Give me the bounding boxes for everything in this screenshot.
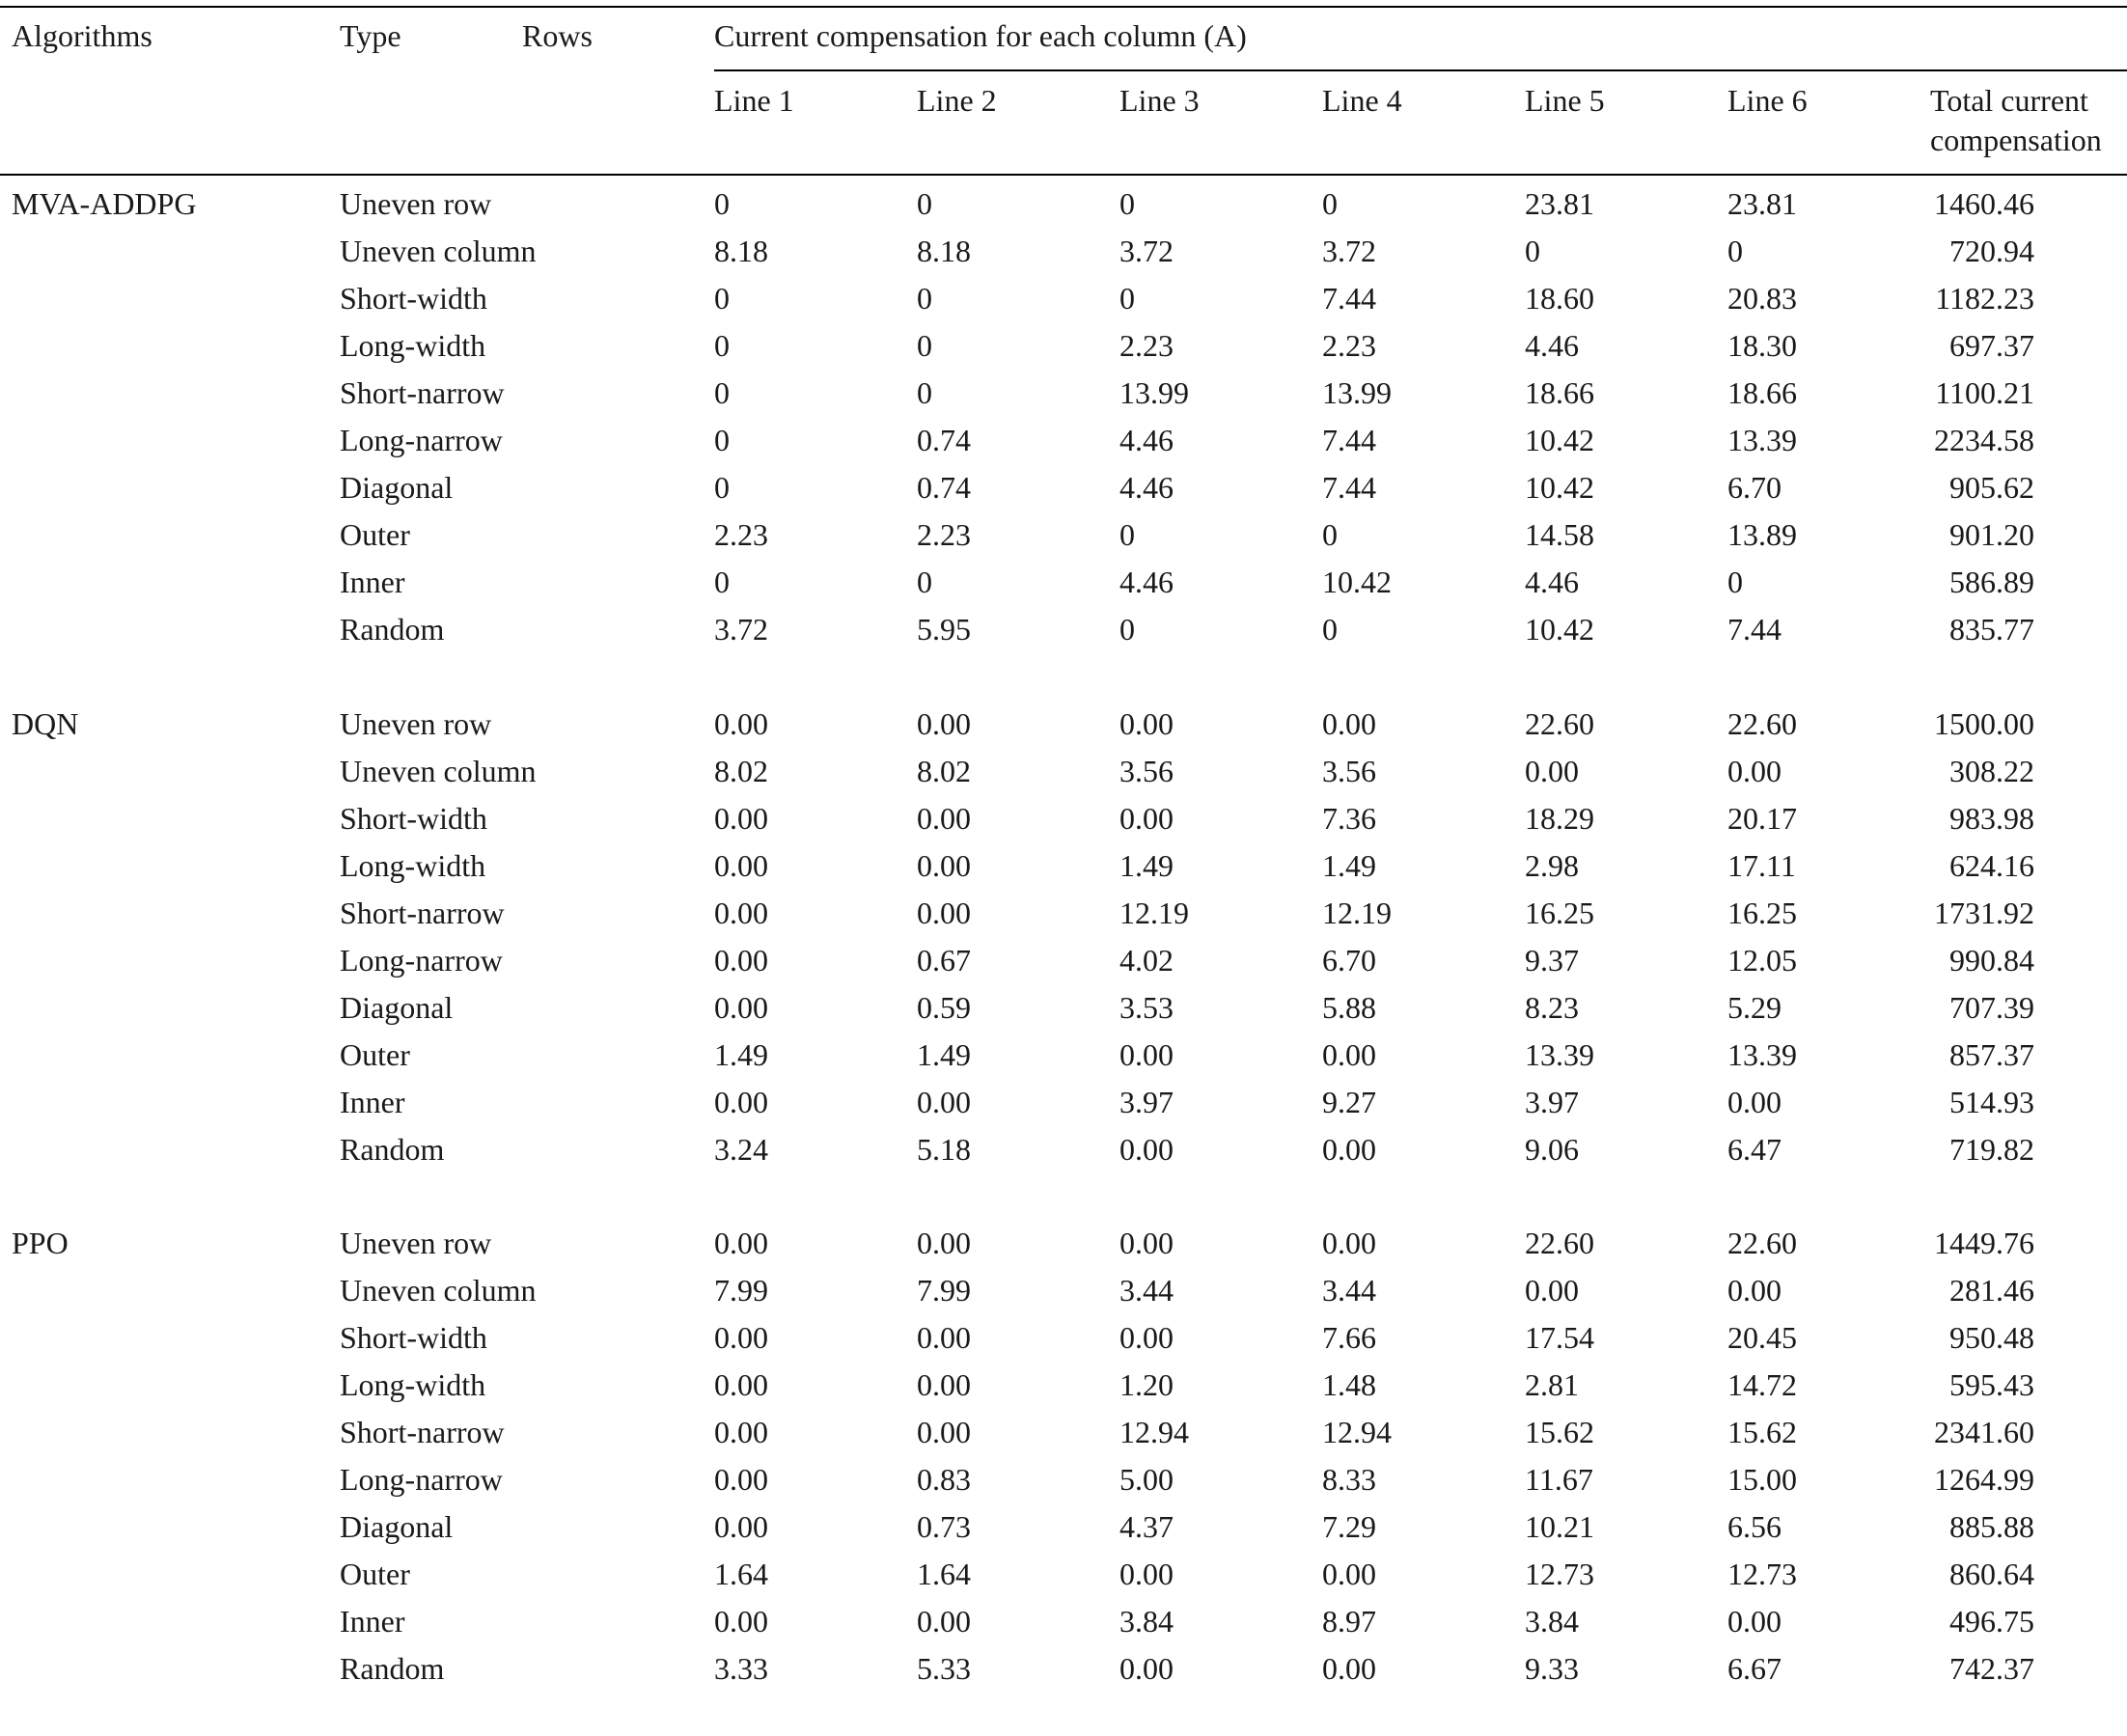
header-type: Type [340, 18, 401, 53]
line-3-value: 0.00 [1119, 1651, 1174, 1686]
row-type: Short-narrow [340, 1415, 505, 1449]
line-5-value: 10.42 [1525, 423, 1594, 457]
line-2-value: 7.99 [917, 1273, 971, 1308]
line-1-value: 0.00 [714, 896, 768, 930]
header-total-line2: compensation [1930, 123, 2102, 157]
line-5-value: 18.66 [1525, 375, 1594, 410]
line-3-value: 4.46 [1119, 470, 1174, 505]
line-5-value: 22.60 [1525, 706, 1594, 741]
line-6-value: 0.00 [1727, 1273, 1782, 1308]
line-3-value: 0 [1119, 186, 1135, 221]
line-4-value: 0.00 [1322, 1226, 1376, 1260]
line-4-value: 1.48 [1322, 1367, 1376, 1402]
line-2-value: 0 [917, 328, 932, 363]
line-1-value: 0.00 [714, 1085, 768, 1119]
line-5-value: 0.00 [1525, 754, 1579, 788]
header-line-3: Line 3 [1119, 83, 1200, 118]
line-4-value: 0.00 [1322, 1651, 1376, 1686]
line-6-value: 7.44 [1727, 612, 1782, 647]
line-3-value: 3.53 [1119, 990, 1174, 1025]
line-4-value: 5.88 [1322, 990, 1376, 1025]
total-compensation-value: 697.37 [1949, 328, 2034, 363]
total-compensation-value: 1100.21 [1935, 375, 2034, 410]
top-rule [0, 6, 2127, 8]
line-2-value: 8.02 [917, 754, 971, 788]
line-3-value: 0.00 [1119, 1226, 1174, 1260]
line-5-value: 18.60 [1525, 281, 1594, 316]
row-type: Short-width [340, 801, 487, 836]
row-type: Diagonal [340, 470, 454, 505]
line-5-value: 23.81 [1525, 186, 1594, 221]
line-1-value: 0.00 [714, 1462, 768, 1497]
line-3-value: 5.00 [1119, 1462, 1174, 1497]
line-2-value: 0.00 [917, 848, 971, 883]
line-2-value: 5.95 [917, 612, 971, 647]
line-4-value: 10.42 [1322, 565, 1392, 599]
line-2-value: 0.59 [917, 990, 971, 1025]
row-type: Long-width [340, 1367, 486, 1402]
row-type: Random [340, 1651, 445, 1686]
line-6-value: 6.47 [1727, 1132, 1782, 1167]
line-2-value: 0.73 [917, 1509, 971, 1544]
line-5-value: 2.98 [1525, 848, 1579, 883]
line-4-value: 0 [1322, 186, 1338, 221]
line-3-value: 4.46 [1119, 565, 1174, 599]
row-type: Inner [340, 1604, 405, 1639]
total-compensation-value: 990.84 [1949, 943, 2034, 978]
line-4-value: 3.72 [1322, 234, 1376, 268]
line-5-value: 17.54 [1525, 1320, 1594, 1355]
line-2-value: 0 [917, 281, 932, 316]
total-compensation-value: 1449.76 [1934, 1226, 2034, 1260]
line-1-value: 0 [714, 423, 730, 457]
total-compensation-value: 1264.99 [1934, 1462, 2034, 1497]
line-2-value: 1.49 [917, 1037, 971, 1072]
row-type: Long-width [340, 848, 486, 883]
header-line-6: Line 6 [1727, 83, 1808, 118]
total-compensation-value: 281.46 [1949, 1273, 2034, 1308]
line-5-value: 0.00 [1525, 1273, 1579, 1308]
line-4-value: 12.19 [1322, 896, 1392, 930]
line-6-value: 15.00 [1727, 1462, 1797, 1497]
header-bottom-rule [0, 174, 2127, 176]
line-3-value: 0 [1119, 517, 1135, 552]
total-compensation-value: 901.20 [1949, 517, 2034, 552]
total-compensation-value: 624.16 [1949, 848, 2034, 883]
line-4-value: 6.70 [1322, 943, 1376, 978]
line-6-value: 6.67 [1727, 1651, 1782, 1686]
total-compensation-value: 860.64 [1949, 1557, 2034, 1591]
line-6-value: 0.00 [1727, 1085, 1782, 1119]
line-5-value: 22.60 [1525, 1226, 1594, 1260]
line-4-value: 0.00 [1322, 706, 1376, 741]
line-4-value: 7.29 [1322, 1509, 1376, 1544]
line-1-value: 0.00 [714, 848, 768, 883]
line-3-value: 4.02 [1119, 943, 1174, 978]
line-5-value: 2.81 [1525, 1367, 1579, 1402]
line-1-value: 0.00 [714, 801, 768, 836]
algorithm-name: MVA-ADDPG [12, 186, 197, 221]
line-1-value: 0.00 [714, 1226, 768, 1260]
line-2-value: 5.18 [917, 1132, 971, 1167]
row-type: Uneven column [340, 1273, 537, 1308]
line-6-value: 12.05 [1727, 943, 1797, 978]
line-3-value: 3.72 [1119, 234, 1174, 268]
line-1-value: 1.49 [714, 1037, 768, 1072]
line-5-value: 16.25 [1525, 896, 1594, 930]
row-type: Inner [340, 565, 405, 599]
row-type: Diagonal [340, 1509, 454, 1544]
total-compensation-value: 2341.60 [1934, 1415, 2034, 1449]
line-4-value: 13.99 [1322, 375, 1392, 410]
row-type: Outer [340, 517, 410, 552]
line-6-value: 14.72 [1727, 1367, 1797, 1402]
row-type: Uneven row [340, 1226, 492, 1260]
header-total-line1: Total current [1930, 83, 2088, 118]
row-type: Short-narrow [340, 896, 505, 930]
row-type: Uneven column [340, 234, 537, 268]
line-5-value: 0 [1525, 234, 1540, 268]
header-line-1: Line 1 [714, 83, 794, 118]
line-1-value: 0.00 [714, 706, 768, 741]
line-6-value: 16.25 [1727, 896, 1797, 930]
line-4-value: 0 [1322, 517, 1338, 552]
line-2-value: 0 [917, 565, 932, 599]
line-3-value: 0.00 [1119, 1037, 1174, 1072]
total-compensation-value: 707.39 [1949, 990, 2034, 1025]
line-6-value: 22.60 [1727, 706, 1797, 741]
total-compensation-value: 1500.00 [1934, 706, 2034, 741]
line-6-value: 6.70 [1727, 470, 1782, 505]
line-1-value: 0.00 [714, 1320, 768, 1355]
total-compensation-value: 308.22 [1949, 754, 2034, 788]
row-type: Uneven row [340, 706, 492, 741]
line-4-value: 8.33 [1322, 1462, 1376, 1497]
line-4-value: 2.23 [1322, 328, 1376, 363]
line-4-value: 0.00 [1322, 1037, 1376, 1072]
line-5-value: 9.06 [1525, 1132, 1579, 1167]
line-5-value: 10.21 [1525, 1509, 1594, 1544]
line-6-value: 15.62 [1727, 1415, 1797, 1449]
line-6-value: 13.39 [1727, 1037, 1797, 1072]
line-4-value: 0.00 [1322, 1132, 1376, 1167]
line-1-value: 0 [714, 328, 730, 363]
header-algorithms: Algorithms [12, 18, 152, 53]
total-compensation-value: 1460.46 [1934, 186, 2034, 221]
line-5-value: 11.67 [1525, 1462, 1593, 1497]
line-4-value: 7.44 [1322, 470, 1376, 505]
line-5-value: 10.42 [1525, 612, 1594, 647]
line-3-value: 0.00 [1119, 801, 1174, 836]
total-compensation-value: 835.77 [1949, 612, 2034, 647]
line-2-value: 0.00 [917, 1320, 971, 1355]
line-6-value: 12.73 [1727, 1557, 1797, 1591]
row-type: Uneven column [340, 754, 537, 788]
line-1-value: 8.02 [714, 754, 768, 788]
total-compensation-value: 719.82 [1949, 1132, 2034, 1167]
line-1-value: 0.00 [714, 1415, 768, 1449]
line-1-value: 3.72 [714, 612, 768, 647]
line-4-value: 9.27 [1322, 1085, 1376, 1119]
line-4-value: 3.56 [1322, 754, 1376, 788]
line-4-value: 0.00 [1322, 1557, 1376, 1591]
line-5-value: 12.73 [1525, 1557, 1594, 1591]
line-2-value: 0.83 [917, 1462, 971, 1497]
line-5-value: 4.46 [1525, 565, 1579, 599]
line-2-value: 0.00 [917, 1226, 971, 1260]
line-6-value: 0.00 [1727, 1604, 1782, 1639]
line-2-value: 0.00 [917, 1085, 971, 1119]
line-6-value: 13.39 [1727, 423, 1797, 457]
line-1-value: 0 [714, 186, 730, 221]
line-2-value: 0.00 [917, 896, 971, 930]
line-6-value: 18.66 [1727, 375, 1797, 410]
line-3-value: 12.94 [1119, 1415, 1189, 1449]
line-5-value: 14.58 [1525, 517, 1594, 552]
line-2-value: 0.74 [917, 470, 971, 505]
line-3-value: 1.49 [1119, 848, 1174, 883]
line-6-value: 20.83 [1727, 281, 1797, 316]
line-3-value: 13.99 [1119, 375, 1189, 410]
header-rows: Rows [522, 18, 593, 53]
line-6-value: 0.00 [1727, 754, 1782, 788]
line-1-value: 0.00 [714, 1367, 768, 1402]
header-current-compensation: Current compensation for each column (A) [714, 18, 1247, 53]
line-2-value: 0 [917, 375, 932, 410]
line-2-value: 0.67 [917, 943, 971, 978]
line-1-value: 0 [714, 375, 730, 410]
line-3-value: 0 [1119, 281, 1135, 316]
line-2-value: 0.00 [917, 801, 971, 836]
line-2-value: 0.00 [917, 1367, 971, 1402]
total-compensation-value: 885.88 [1949, 1509, 2034, 1544]
line-1-value: 8.18 [714, 234, 768, 268]
line-5-value: 8.23 [1525, 990, 1579, 1025]
row-type: Long-narrow [340, 943, 503, 978]
total-compensation-value: 1731.92 [1934, 896, 2034, 930]
line-6-value: 6.56 [1727, 1509, 1782, 1544]
line-3-value: 0.00 [1119, 1557, 1174, 1591]
line-5-value: 3.84 [1525, 1604, 1579, 1639]
header-line-5: Line 5 [1525, 83, 1605, 118]
line-6-value: 18.30 [1727, 328, 1797, 363]
line-3-value: 2.23 [1119, 328, 1174, 363]
line-1-value: 0 [714, 281, 730, 316]
line-3-value: 1.20 [1119, 1367, 1174, 1402]
line-4-value: 8.97 [1322, 1604, 1376, 1639]
total-compensation-value: 595.43 [1949, 1367, 2034, 1402]
total-compensation-value: 720.94 [1949, 234, 2034, 268]
header-line-4: Line 4 [1322, 83, 1402, 118]
row-type: Short-width [340, 281, 487, 316]
line-3-value: 0.00 [1119, 706, 1174, 741]
line-2-value: 8.18 [917, 234, 971, 268]
line-6-value: 0 [1727, 234, 1743, 268]
line-1-value: 1.64 [714, 1557, 768, 1591]
line-2-value: 0.00 [917, 706, 971, 741]
total-compensation-value: 1182.23 [1935, 281, 2034, 316]
line-6-value: 22.60 [1727, 1226, 1797, 1260]
line-2-value: 5.33 [917, 1651, 971, 1686]
line-4-value: 12.94 [1322, 1415, 1392, 1449]
line-4-value: 7.44 [1322, 423, 1376, 457]
line-3-value: 0 [1119, 612, 1135, 647]
row-type: Long-width [340, 328, 486, 363]
row-type: Long-narrow [340, 1462, 503, 1497]
line-3-value: 4.37 [1119, 1509, 1174, 1544]
line-1-value: 7.99 [714, 1273, 768, 1308]
line-4-value: 7.66 [1322, 1320, 1376, 1355]
line-1-value: 0.00 [714, 1509, 768, 1544]
row-type: Outer [340, 1557, 410, 1591]
line-3-value: 12.19 [1119, 896, 1189, 930]
row-type: Short-narrow [340, 375, 505, 410]
line-4-value: 7.36 [1322, 801, 1376, 836]
line-1-value: 2.23 [714, 517, 768, 552]
line-4-value: 3.44 [1322, 1273, 1376, 1308]
line-5-value: 9.37 [1525, 943, 1579, 978]
line-3-value: 3.44 [1119, 1273, 1174, 1308]
line-2-value: 0.00 [917, 1415, 971, 1449]
line-1-value: 0.00 [714, 1604, 768, 1639]
total-compensation-value: 905.62 [1949, 470, 2034, 505]
row-type: Outer [340, 1037, 410, 1072]
total-compensation-value: 514.93 [1949, 1085, 2034, 1119]
line-2-value: 0 [917, 186, 932, 221]
line-3-value: 4.46 [1119, 423, 1174, 457]
line-6-value: 23.81 [1727, 186, 1797, 221]
line-4-value: 0 [1322, 612, 1338, 647]
line-6-value: 13.89 [1727, 517, 1797, 552]
line-3-value: 3.97 [1119, 1085, 1174, 1119]
line-4-value: 1.49 [1322, 848, 1376, 883]
line-6-value: 20.45 [1727, 1320, 1797, 1355]
line-1-value: 0.00 [714, 990, 768, 1025]
total-compensation-value: 983.98 [1949, 801, 2034, 836]
header-line-2: Line 2 [917, 83, 997, 118]
line-1-value: 0 [714, 470, 730, 505]
total-compensation-value: 496.75 [1949, 1604, 2034, 1639]
line-3-value: 0.00 [1119, 1320, 1174, 1355]
line-4-value: 7.44 [1322, 281, 1376, 316]
line-2-value: 2.23 [917, 517, 971, 552]
line-6-value: 20.17 [1727, 801, 1797, 836]
line-1-value: 0 [714, 565, 730, 599]
line-5-value: 3.97 [1525, 1085, 1579, 1119]
row-type: Random [340, 1132, 445, 1167]
line-1-value: 3.24 [714, 1132, 768, 1167]
line-3-value: 0.00 [1119, 1132, 1174, 1167]
line-3-value: 3.56 [1119, 754, 1174, 788]
line-5-value: 9.33 [1525, 1651, 1579, 1686]
line-6-value: 17.11 [1727, 848, 1796, 883]
line-5-value: 15.62 [1525, 1415, 1594, 1449]
line-5-value: 18.29 [1525, 801, 1594, 836]
line-2-value: 1.64 [917, 1557, 971, 1591]
algorithm-name: PPO [12, 1226, 69, 1260]
total-compensation-value: 950.48 [1949, 1320, 2034, 1355]
total-compensation-value: 2234.58 [1934, 423, 2034, 457]
row-type: Long-narrow [340, 423, 503, 457]
line-5-value: 13.39 [1525, 1037, 1594, 1072]
row-type: Random [340, 612, 445, 647]
row-type: Inner [340, 1085, 405, 1119]
total-compensation-value: 742.37 [1949, 1651, 2034, 1686]
row-type: Short-width [340, 1320, 487, 1355]
line-1-value: 3.33 [714, 1651, 768, 1686]
line-5-value: 4.46 [1525, 328, 1579, 363]
line-6-value: 0 [1727, 565, 1743, 599]
total-compensation-value: 586.89 [1949, 565, 2034, 599]
group-header-rule [714, 69, 2127, 71]
line-6-value: 5.29 [1727, 990, 1782, 1025]
line-5-value: 10.42 [1525, 470, 1594, 505]
total-compensation-value: 857.37 [1949, 1037, 2034, 1072]
algorithm-name: DQN [12, 706, 79, 741]
row-type: Diagonal [340, 990, 454, 1025]
row-type: Uneven row [340, 186, 492, 221]
line-2-value: 0.00 [917, 1604, 971, 1639]
line-3-value: 3.84 [1119, 1604, 1174, 1639]
line-1-value: 0.00 [714, 943, 768, 978]
line-2-value: 0.74 [917, 423, 971, 457]
